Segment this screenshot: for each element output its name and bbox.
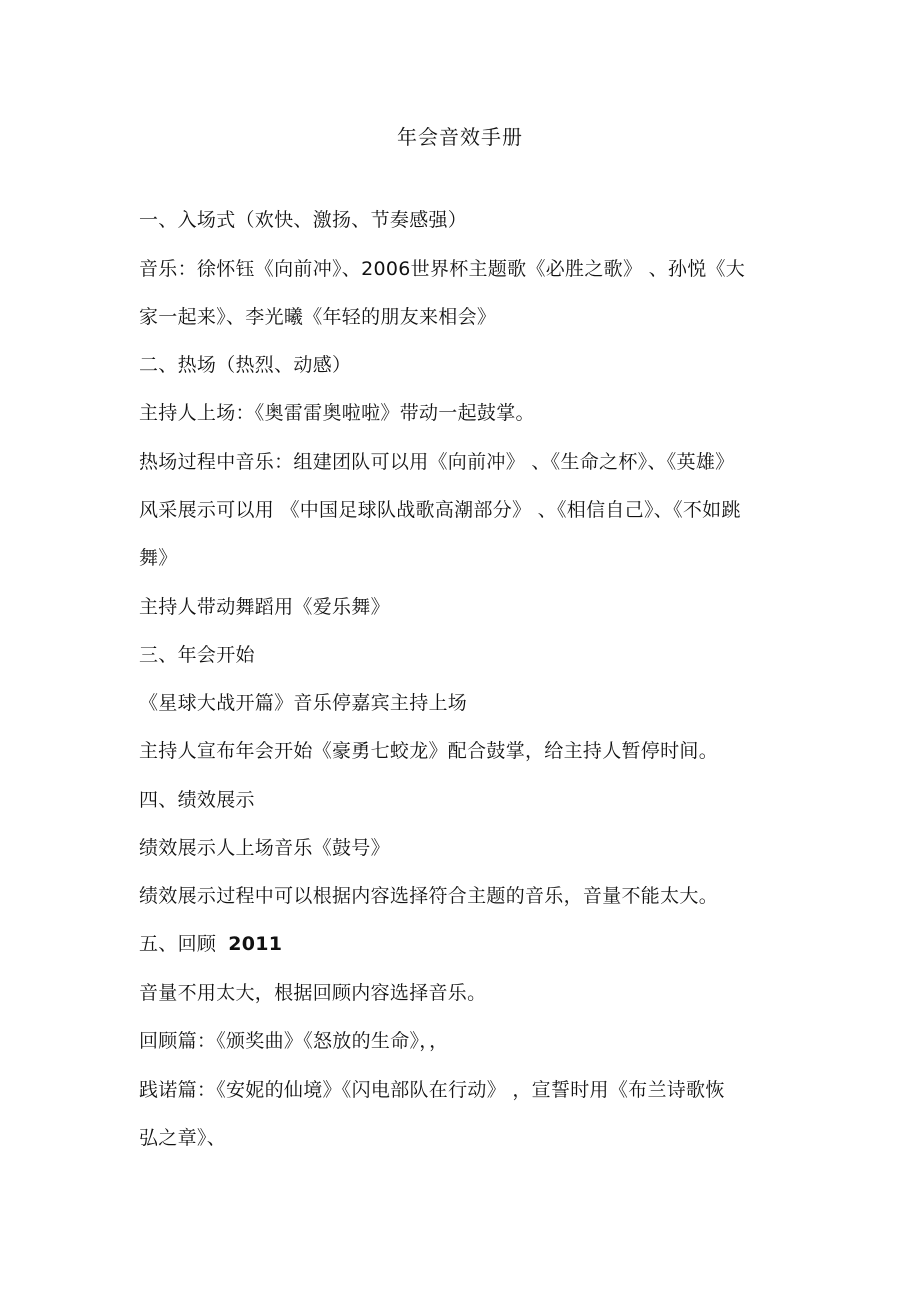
paragraph-line: 主持人带动舞蹈用《爱乐舞》 bbox=[139, 596, 390, 618]
section-1-heading: 一、入场式（欢快、激扬、节奏感强） bbox=[139, 209, 468, 231]
section-2-heading: 二、热场（热烈、动感） bbox=[139, 354, 352, 376]
section-5-year: 2011 bbox=[228, 933, 283, 955]
page-title: 年会音效手册 bbox=[397, 125, 523, 149]
paragraph-line: 《星球大战开篇》音乐停嘉宾主持上场 bbox=[139, 692, 468, 714]
paragraph-line: 音量不用太大，根据回顾内容选择音乐。 bbox=[139, 982, 487, 1004]
paragraph-line: 风采展示可以用 《中国足球队战歌高潮部分》 、《相信自己》、《不如跳 bbox=[139, 499, 741, 521]
paragraph-line: 家一起来》、李光曦《年轻的朋友来相会》 bbox=[139, 306, 497, 328]
paragraph-line: 热场过程中音乐：组建团队可以用《向前冲》 、《生命之杯》、《英雄》 bbox=[139, 451, 735, 473]
paragraph-line: 音乐：徐怀钰《向前冲》、2006世界杯主题歌《必胜之歌》 、孙悦《大 bbox=[139, 258, 746, 280]
paragraph-line: 绩效展示人上场音乐《鼓号》 bbox=[139, 837, 390, 859]
paragraph-line: 践诺篇：《安妮的仙境》《闪电部队在行动》 ，宣誓时用《布兰诗歌恢 bbox=[139, 1079, 725, 1101]
paragraph-line: 绩效展示过程中可以根据内容选择符合主题的音乐，音量不能太大。 bbox=[139, 885, 719, 907]
paragraph-line: 舞》 bbox=[139, 547, 178, 569]
paragraph-line: 回顾篇：《颁奖曲》《怒放的生命》，， bbox=[139, 1030, 449, 1052]
section-3-heading: 三、年会开始 bbox=[139, 644, 255, 666]
paragraph-line: 主持人上场：《奥雷雷奥啦啦》带动一起鼓掌。 bbox=[139, 402, 535, 424]
paragraph-line: 弘之章》、 bbox=[139, 1127, 227, 1149]
paragraph-line: 主持人宣布年会开始《豪勇七蛟龙》配合鼓掌，给主持人暂停时间。 bbox=[139, 740, 719, 762]
section-5-heading-text: 五、回顾 bbox=[139, 933, 217, 955]
section-4-heading: 四、绩效展示 bbox=[139, 789, 255, 811]
section-5-heading bbox=[139, 931, 799, 957]
